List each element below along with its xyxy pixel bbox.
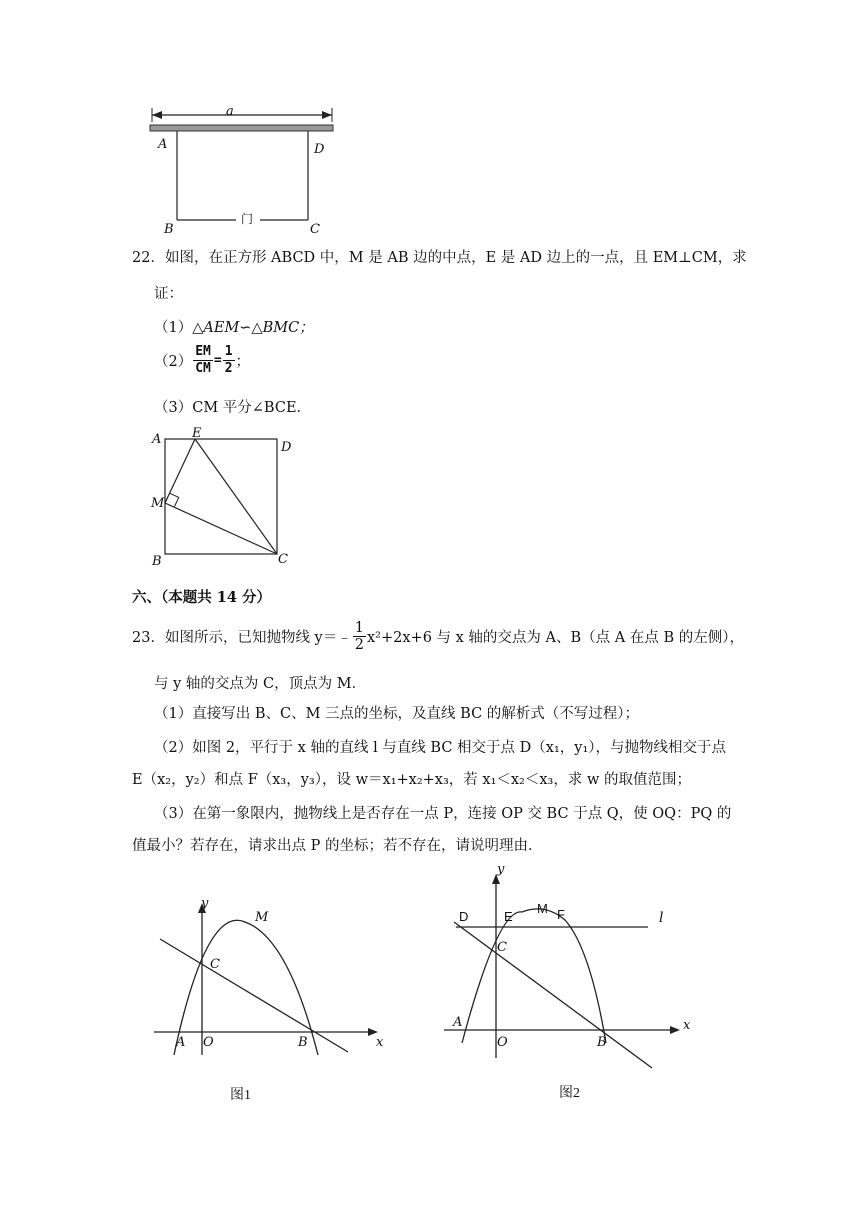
q23-half-numerator: 1 — [354, 620, 364, 636]
q23-part1: （1）直接写出 B、C、M 三点的坐标，及直线 BC 的解析式（不写过程）； — [154, 706, 640, 722]
q22-ratio-numerator: EM — [195, 344, 211, 359]
q22-ratio-equals: = — [213, 353, 222, 368]
graph1-label-B: B — [298, 1035, 308, 1050]
square-label-B: B — [152, 554, 162, 569]
fence-label-a: a — [226, 104, 234, 119]
graph2-label-A: A — [453, 1015, 463, 1030]
graph2-label-F: F — [557, 907, 565, 922]
q22-line2: 证： — [154, 286, 183, 302]
q22-half-denominator: 2 — [224, 361, 233, 376]
graph2-label-y: y — [497, 862, 505, 877]
q23-half-fraction — [353, 620, 366, 653]
q22-ratio-fraction — [193, 344, 213, 377]
q23-line1-a: 23．如图所示，已知抛物线 y＝﹣ — [132, 630, 352, 646]
q23-half-denominator: 2 — [354, 637, 364, 653]
q22-part2 — [154, 344, 250, 384]
section-six-heading: 六、（本题共 14 分） — [132, 589, 272, 606]
fence-label-A: A — [158, 137, 168, 152]
q22-line1: 22．如图，在正方形 ABCD 中，M 是 AB 边的中点，E 是 AD 边上的一点，且 EM⊥CM，求 — [132, 250, 747, 266]
graph2-label-x: x — [683, 1018, 691, 1033]
parabola-graph-1 — [150, 895, 390, 1060]
q23-line2: 与 y 轴的交点为 C，顶点为 M． — [154, 676, 367, 692]
q23-part3a: （3）在第一象限内，抛物线上是否存在一点 P，连接 OP 交 BC 于点 Q，使 OQ：PQ 的 — [154, 806, 732, 822]
fence-label-B: B — [164, 222, 174, 237]
graph1-label-O: O — [203, 1035, 214, 1050]
q22-part1-prefix: （1） — [154, 320, 193, 336]
q22-half-numerator: 1 — [224, 344, 233, 359]
q23-part2a: （2）如图 2，平行于 x 轴的直线 l 与直线 BC 相交于点 D（x₁，y₁），与抛物线相交于点 — [154, 740, 727, 756]
q22-part3: （3）CM 平分∠BCE． — [154, 400, 312, 416]
q23-line1-b: x²+2x+6 与 x 轴的交点为 A、B（点 A 在点 B 的左侧）， — [367, 630, 744, 646]
fence-label-D: D — [314, 142, 325, 157]
square-label-A: A — [152, 432, 162, 447]
q22-ratio-denominator: CM — [195, 361, 211, 376]
q23-part3b: 值最小？若存在，请求出点 P 的坐标；若不存在，请说明理由． — [132, 838, 543, 854]
square-label-D: D — [281, 440, 292, 455]
graph1-label-y: y — [201, 896, 209, 911]
q22-part1-text: △AEM∽△BMC； — [192, 320, 314, 336]
graph2-label-B: B — [597, 1035, 607, 1050]
fence-door-label: 门 — [241, 212, 254, 226]
fence-label-C: C — [310, 222, 320, 237]
graph1-label-x: x — [376, 1035, 384, 1050]
graph1-caption: 图1 — [230, 1088, 251, 1103]
square-label-M: M — [151, 496, 165, 511]
q22-part1 — [154, 316, 314, 337]
graph2-label-M: M — [537, 901, 548, 916]
graph2-caption: 图2 — [559, 1086, 580, 1101]
q22-part2-prefix: （2） — [154, 354, 193, 370]
q22-half-fraction — [223, 344, 235, 377]
parabola-graph-2 — [440, 868, 710, 1073]
graph2-label-E: E — [504, 909, 513, 924]
q22-part2-end: ； — [235, 354, 251, 370]
graph2-label-O: O — [497, 1035, 508, 1050]
graph1-label-C: C — [210, 957, 220, 972]
graph2-label-l: l — [659, 910, 664, 926]
graph1-label-M: M — [255, 910, 269, 925]
square-label-E: E — [192, 426, 202, 441]
square-label-C: C — [278, 552, 288, 567]
q23-part2b: E（x₂，y₂）和点 F（x₃，y₃），设 w＝x₁+x₂+x₃，若 x₁＜x₂＜x₃，求 w 的取值范围； — [132, 772, 691, 788]
q23-line1 — [132, 620, 744, 664]
graph1-label-A: A — [176, 1035, 186, 1050]
graph2-label-C: C — [497, 940, 507, 955]
graph2-label-D: D — [459, 909, 469, 924]
